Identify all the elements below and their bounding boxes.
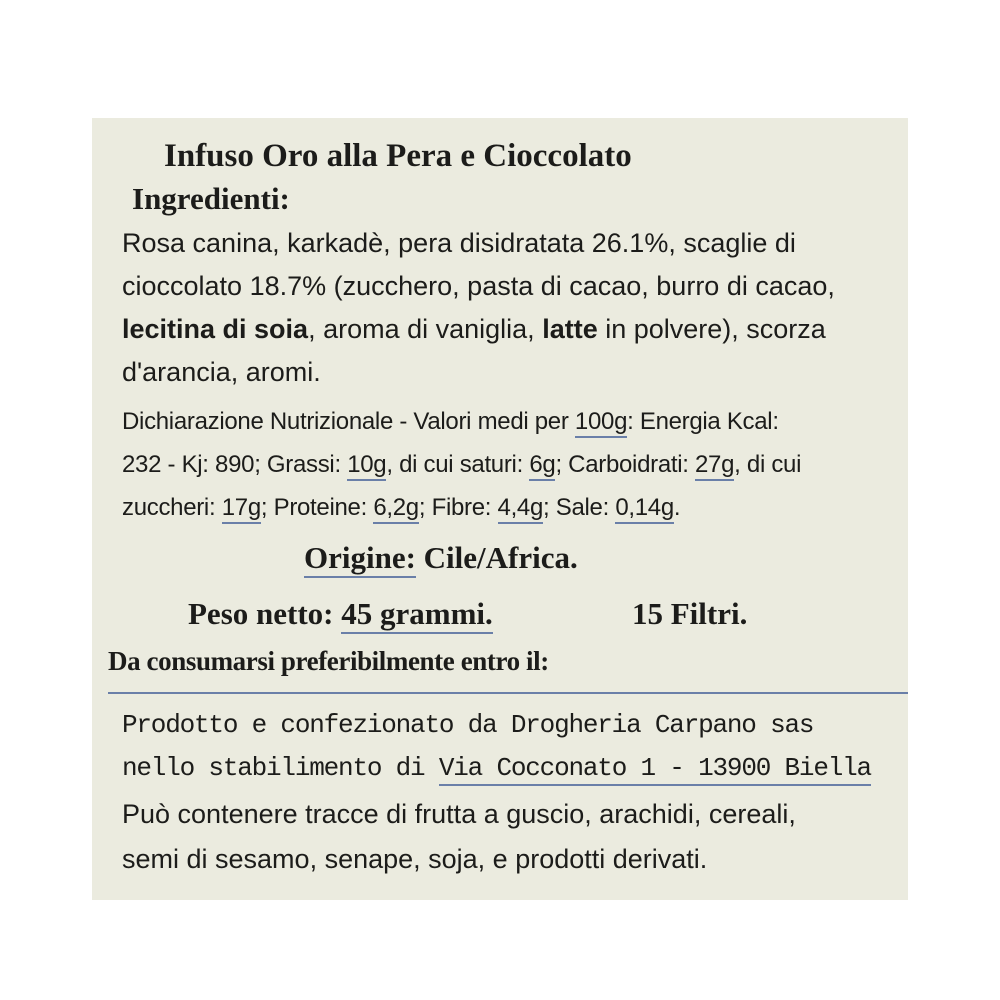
- nutrition-text: ; Fibre:: [418, 494, 498, 521]
- origin-line: [304, 542, 578, 573]
- nutrition-value: 6,2g: [373, 494, 419, 524]
- filters-count: 15 Filtri.: [632, 596, 748, 631]
- nutrition-value: 27g: [695, 451, 734, 481]
- nutrition-value: 6g: [529, 451, 555, 481]
- origin-value: Cile/Africa.: [423, 540, 578, 575]
- nutrition-value: 4,4g: [498, 494, 544, 524]
- producer-address: Via Cocconato 1 - 13900 Biella: [439, 753, 871, 786]
- nutrition-text: ; Proteine:: [260, 494, 374, 521]
- nutrition-text: ; Carboidrati:: [555, 451, 695, 478]
- weight-value: 45 grammi.: [341, 596, 493, 634]
- allergen-warning-line-2: semi di sesamo, senape, soja, e prodotti derivati.: [122, 844, 708, 874]
- ingredients-line-3: [122, 316, 826, 343]
- ingredients-text: , aroma di vaniglia,: [308, 314, 543, 344]
- allergen-milk: latte: [542, 314, 598, 344]
- ingredients-line-2: cioccolato 18.7% (zucchero, pasta di cacao, burro di cacao,: [122, 271, 835, 301]
- ingredients-heading: Ingredienti:: [132, 181, 290, 216]
- divider: [108, 692, 908, 694]
- product-label: [92, 118, 908, 900]
- nutrition-value: 17g: [222, 494, 261, 524]
- nutrition-text: : Energia Kcal:: [627, 408, 779, 435]
- nutrition-text: 232 - Kj: 890; Grassi:: [122, 451, 348, 478]
- nutrition-line-1: [122, 410, 779, 434]
- nutrition-text: ; Sale:: [543, 494, 616, 521]
- ingredients-text: in polvere), scorza: [597, 314, 826, 344]
- nutrition-line-3: [122, 496, 680, 520]
- allergen-soy-lecithin: lecitina di soia: [122, 314, 309, 344]
- nutrition-text: , di cui saturi:: [386, 451, 530, 478]
- nutrition-value: 0,14g: [615, 494, 674, 524]
- nutrition-text: , di cui: [734, 451, 802, 478]
- producer-line-1: Prodotto e confezionato da Drogheria Carpano sas: [122, 710, 814, 740]
- allergen-warning-line-1: Può contenere tracce di frutta a guscio, arachidi, cereali,: [122, 799, 796, 829]
- nutrition-line-2: [122, 453, 801, 477]
- producer-text: nello stabilimento di: [122, 753, 439, 783]
- producer-line-2: [122, 755, 871, 781]
- best-before-label: Da consumarsi preferibilmente entro il:: [108, 646, 549, 676]
- nutrition-text: .: [673, 494, 681, 521]
- origin-label: Origine:: [304, 540, 416, 578]
- nutrition-text: Dichiarazione Nutrizionale - Valori medi per: [122, 408, 575, 435]
- weight-label: Peso netto:: [188, 596, 334, 631]
- nutrition-text: zuccheri:: [122, 494, 222, 521]
- weight-line: [188, 598, 493, 629]
- nutrition-value: 10g: [347, 451, 386, 481]
- ingredients-line-1: Rosa canina, karkadè, pera disidratata 26.1%, scaglie di: [122, 228, 796, 258]
- ingredients-line-4: d'arancia, aromi.: [122, 357, 321, 387]
- product-title: Infuso Oro alla Pera e Cioccolato: [164, 138, 632, 174]
- nutrition-value: 100g: [575, 408, 627, 438]
